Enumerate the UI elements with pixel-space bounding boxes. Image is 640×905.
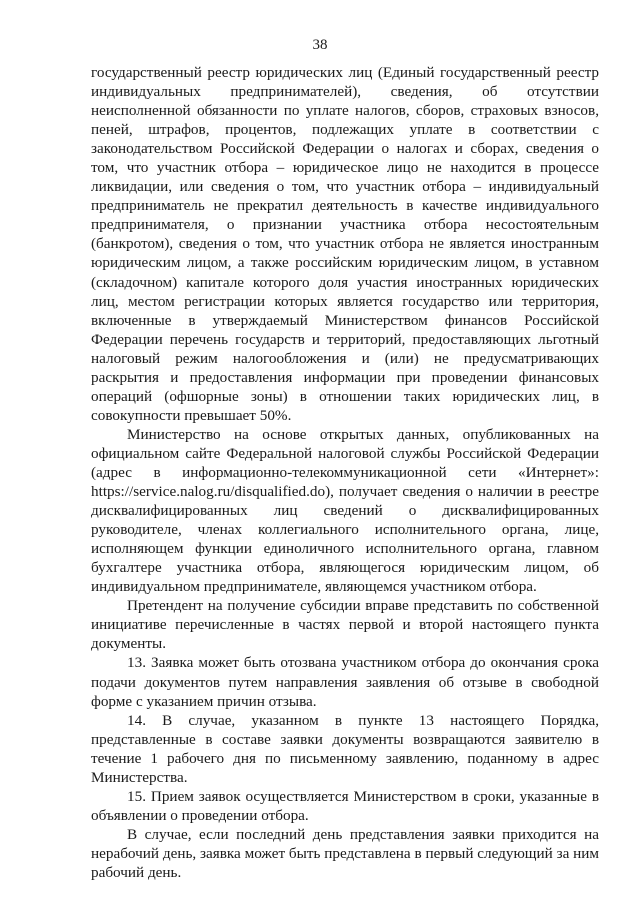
paragraph-item-13: 13. Заявка может быть отозвана участником отбора до окончания срока подачи документов путем направления заявления об отзыве в свободной форме с указанием причин отзыва. xyxy=(91,654,599,710)
page-number: 38 xyxy=(312,37,328,53)
paragraph-nonworking-day: В случае, если последний день представления заявки приходится на нерабочий день, заявка может быть представлена в первый следующий за ним рабочий день. xyxy=(91,825,599,881)
paragraph-continuation: государственный реестр юридических лиц (Единый государственный реестр индивидуальных предпринимателей), сведения, об отсутствии неисполненной обязанности по уплате налогов, сборов, страховых взносов, пеней, штрафов, процентов, подлежащих уплате в соответствии с законодательством Российской Федерации о налогах и сборах, сведения о том, что участник отбора – юридическое лицо не находится в процессе ликвидации, или сведения о том, что участник отбора – индивидуальный предприниматель не прекратил деятельность в качестве индивидуального предпринимателя, о признании участника отбора несостоятельным (банкротом), сведения о том, что участник отбора не является иностранным юридическим лицом, а также российским юридическим лицом, в уставном (складочном) капитале которого доля участия иностранных юридических лиц, местом регистрации которых является государство или территория, включенные в утверждаемый Министерством финансов Российской Федерации перечень государств и территорий, предоставляющих льготный налоговый режим налогообложения и (или) не предусматривающих раскрытия и предоставления информации при проведении финансовых операций (офшорные зоны) в отношении таких юридических лиц, в совокупности превышает 50%. xyxy=(91,64,599,424)
paragraph-ministry-data: Министерство на основе открытых данных, опубликованных на официальном сайте Федеральной налоговой службы Российской Федерации (адрес в информационно-телекоммуникационной сети «Интернет»: https://service.nalog.ru/disqualified.do), получает сведения о наличии в реестре дисквалифицированных лиц сведений о дисквалифицированных руководителе, членах коллегиального исполнительного органа, лице, исполняющем функции единоличного исполнительного органа, главном бухгалтере участника отбора, являющегося юридическим лицом, об индивидуальном предпринимателе, являющемся участником отбора. xyxy=(91,425,599,596)
paragraph-applicant-right: Претендент на получение субсидии вправе представить по собственной инициативе перечисленные в частях первой и второй настоящего пункта документы. xyxy=(91,597,599,653)
paragraph-item-14: 14. В случае, указанном в пункте 13 настоящего Порядка, представленные в составе заявки документы возвращаются заявителю в течение 1 рабочего дня по письменному заявлению, поданному в адрес Министерства. xyxy=(91,711,599,786)
document-body xyxy=(91,63,599,882)
paragraph-item-15: 15. Прием заявок осуществляется Министерством в сроки, указанные в объявлении о проведении отбора. xyxy=(91,787,599,824)
